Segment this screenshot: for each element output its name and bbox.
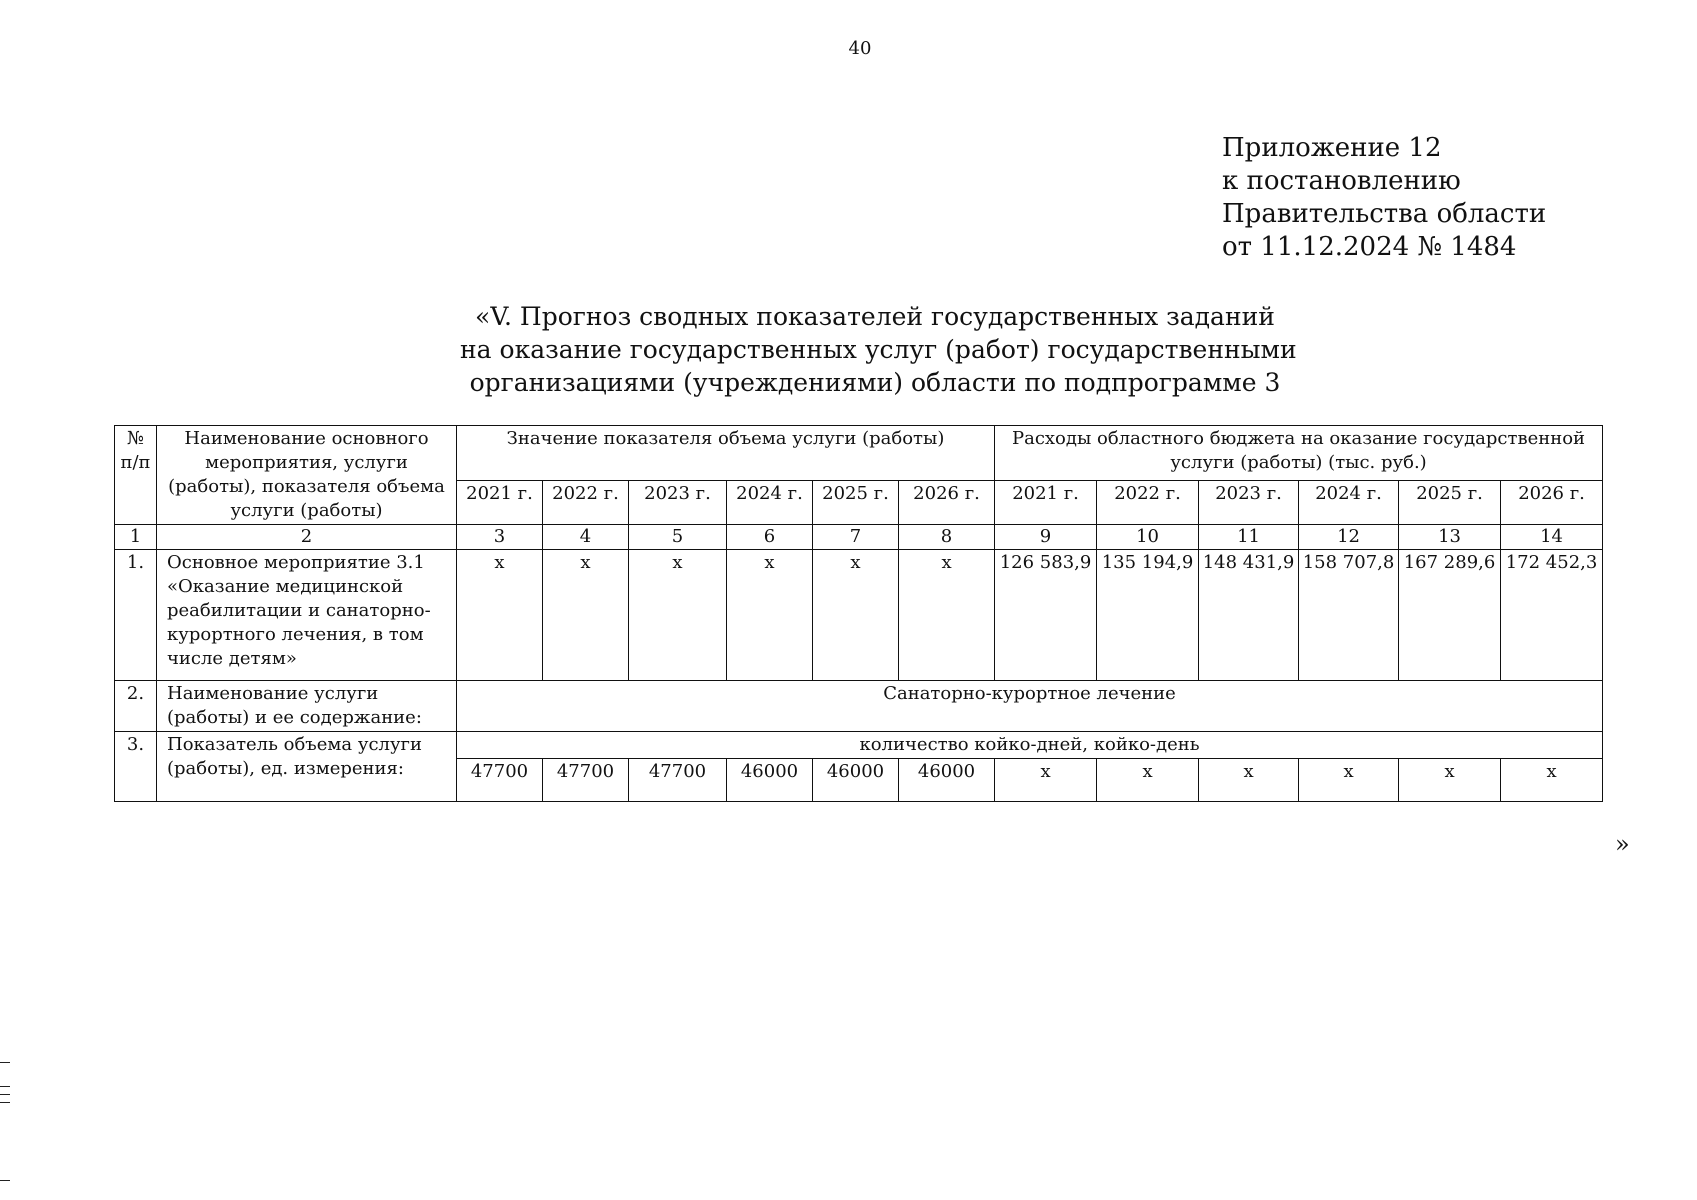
table-row-main-event xyxy=(115,550,1603,681)
table-row-indicator-unit xyxy=(115,732,1603,759)
header-year: 2022 г. xyxy=(543,481,629,525)
header-expense-group: Расходы областного бюджета на оказание государственной услуги (работы) (тыс. руб.) xyxy=(995,426,1603,481)
expense-cell: 148 431,9 xyxy=(1199,550,1299,681)
expense-cell: 126 583,9 xyxy=(995,550,1097,681)
header-year: 2023 г. xyxy=(1199,481,1299,525)
column-number: 6 xyxy=(727,525,813,550)
volume-cell: 47700 xyxy=(629,759,727,802)
margin-mark xyxy=(0,1086,10,1087)
volume-cell: х xyxy=(457,550,543,681)
volume-cell: 46000 xyxy=(813,759,899,802)
document-title xyxy=(460,300,1297,399)
page-number: 40 xyxy=(848,38,872,59)
column-number: 7 xyxy=(813,525,899,550)
margin-mark xyxy=(0,1102,10,1103)
expense-cell: х xyxy=(1501,759,1603,802)
row-name: Наименование услуги (работы) и ее содержание: xyxy=(157,681,457,732)
header-year: 2024 г. xyxy=(727,481,813,525)
header-row-top xyxy=(115,426,1603,481)
margin-mark xyxy=(0,1062,10,1063)
column-number: 10 xyxy=(1097,525,1199,550)
header-year: 2026 г. xyxy=(899,481,995,525)
column-number: 13 xyxy=(1399,525,1501,550)
closing-quote: » xyxy=(1615,830,1630,858)
volume-cell: х xyxy=(813,550,899,681)
header-num: № п/п xyxy=(115,426,157,525)
header-year: 2021 г. xyxy=(995,481,1097,525)
header-year: 2025 г. xyxy=(813,481,899,525)
header-year: 2025 г. xyxy=(1399,481,1501,525)
expense-cell: х xyxy=(995,759,1097,802)
expense-cell: х xyxy=(1399,759,1501,802)
service-name-value: Санаторно-курортное лечение xyxy=(457,681,1603,732)
row-num: 3. xyxy=(115,732,157,802)
volume-cell: 47700 xyxy=(543,759,629,802)
volume-cell: х xyxy=(727,550,813,681)
volume-cell: х xyxy=(899,550,995,681)
column-number: 4 xyxy=(543,525,629,550)
title-line: организациями (учреждениями) области по подпрограмме 3 xyxy=(469,368,1281,397)
volume-cell: х xyxy=(543,550,629,681)
expense-cell: 135 194,9 xyxy=(1097,550,1199,681)
indicators-table xyxy=(114,425,1603,802)
expense-cell: 158 707,8 xyxy=(1299,550,1399,681)
header-name: Наименование основного мероприятия, услуги (работы), показателя объема услуги (работы) xyxy=(157,426,457,525)
expense-cell: х xyxy=(1299,759,1399,802)
table-row-service-name xyxy=(115,681,1603,732)
column-number: 3 xyxy=(457,525,543,550)
row-num: 1. xyxy=(115,550,157,681)
appendix-line: Правительства области xyxy=(1222,199,1547,229)
expense-cell: 172 452,3 xyxy=(1501,550,1603,681)
expense-cell: х xyxy=(1199,759,1299,802)
expense-cell: 167 289,6 xyxy=(1399,550,1501,681)
expense-cell: х xyxy=(1097,759,1199,802)
row-name: Показатель объема услуги (работы), ед. измерения: xyxy=(157,732,457,802)
title-line: «V. Прогноз сводных показателей государственных заданий xyxy=(475,302,1275,331)
column-number: 2 xyxy=(157,525,457,550)
column-number: 8 xyxy=(899,525,995,550)
appendix-line: Приложение 12 xyxy=(1222,133,1442,163)
column-number: 12 xyxy=(1299,525,1399,550)
header-year: 2024 г. xyxy=(1299,481,1399,525)
header-year: 2022 г. xyxy=(1097,481,1199,525)
column-number: 5 xyxy=(629,525,727,550)
volume-cell: 46000 xyxy=(899,759,995,802)
volume-cell: 47700 xyxy=(457,759,543,802)
row-num: 2. xyxy=(115,681,157,732)
header-volume-group: Значение показателя объема услуги (работы) xyxy=(457,426,995,481)
column-number: 14 xyxy=(1501,525,1603,550)
header-year: 2026 г. xyxy=(1501,481,1603,525)
column-number: 1 xyxy=(115,525,157,550)
header-year: 2021 г. xyxy=(457,481,543,525)
header-year: 2023 г. xyxy=(629,481,727,525)
column-number: 11 xyxy=(1199,525,1299,550)
volume-cell: х xyxy=(629,550,727,681)
margin-mark xyxy=(0,1094,10,1095)
column-number: 9 xyxy=(995,525,1097,550)
row-name: Основное мероприятие 3.1 «Оказание медицинской реабилитации и санаторно-курортного лечения, в том числе детям» xyxy=(157,550,457,681)
title-line: на оказание государственных услуг (работ) государственными xyxy=(460,335,1297,364)
indicator-unit: количество койко-дней, койко-день xyxy=(457,732,1603,759)
margin-mark xyxy=(0,1180,10,1181)
column-numbers-row xyxy=(115,525,1603,550)
volume-cell: 46000 xyxy=(727,759,813,802)
appendix-line: к постановлению xyxy=(1222,166,1461,196)
appendix-line: от 11.12.2024 № 1484 xyxy=(1222,232,1517,262)
appendix-block xyxy=(1222,132,1546,264)
